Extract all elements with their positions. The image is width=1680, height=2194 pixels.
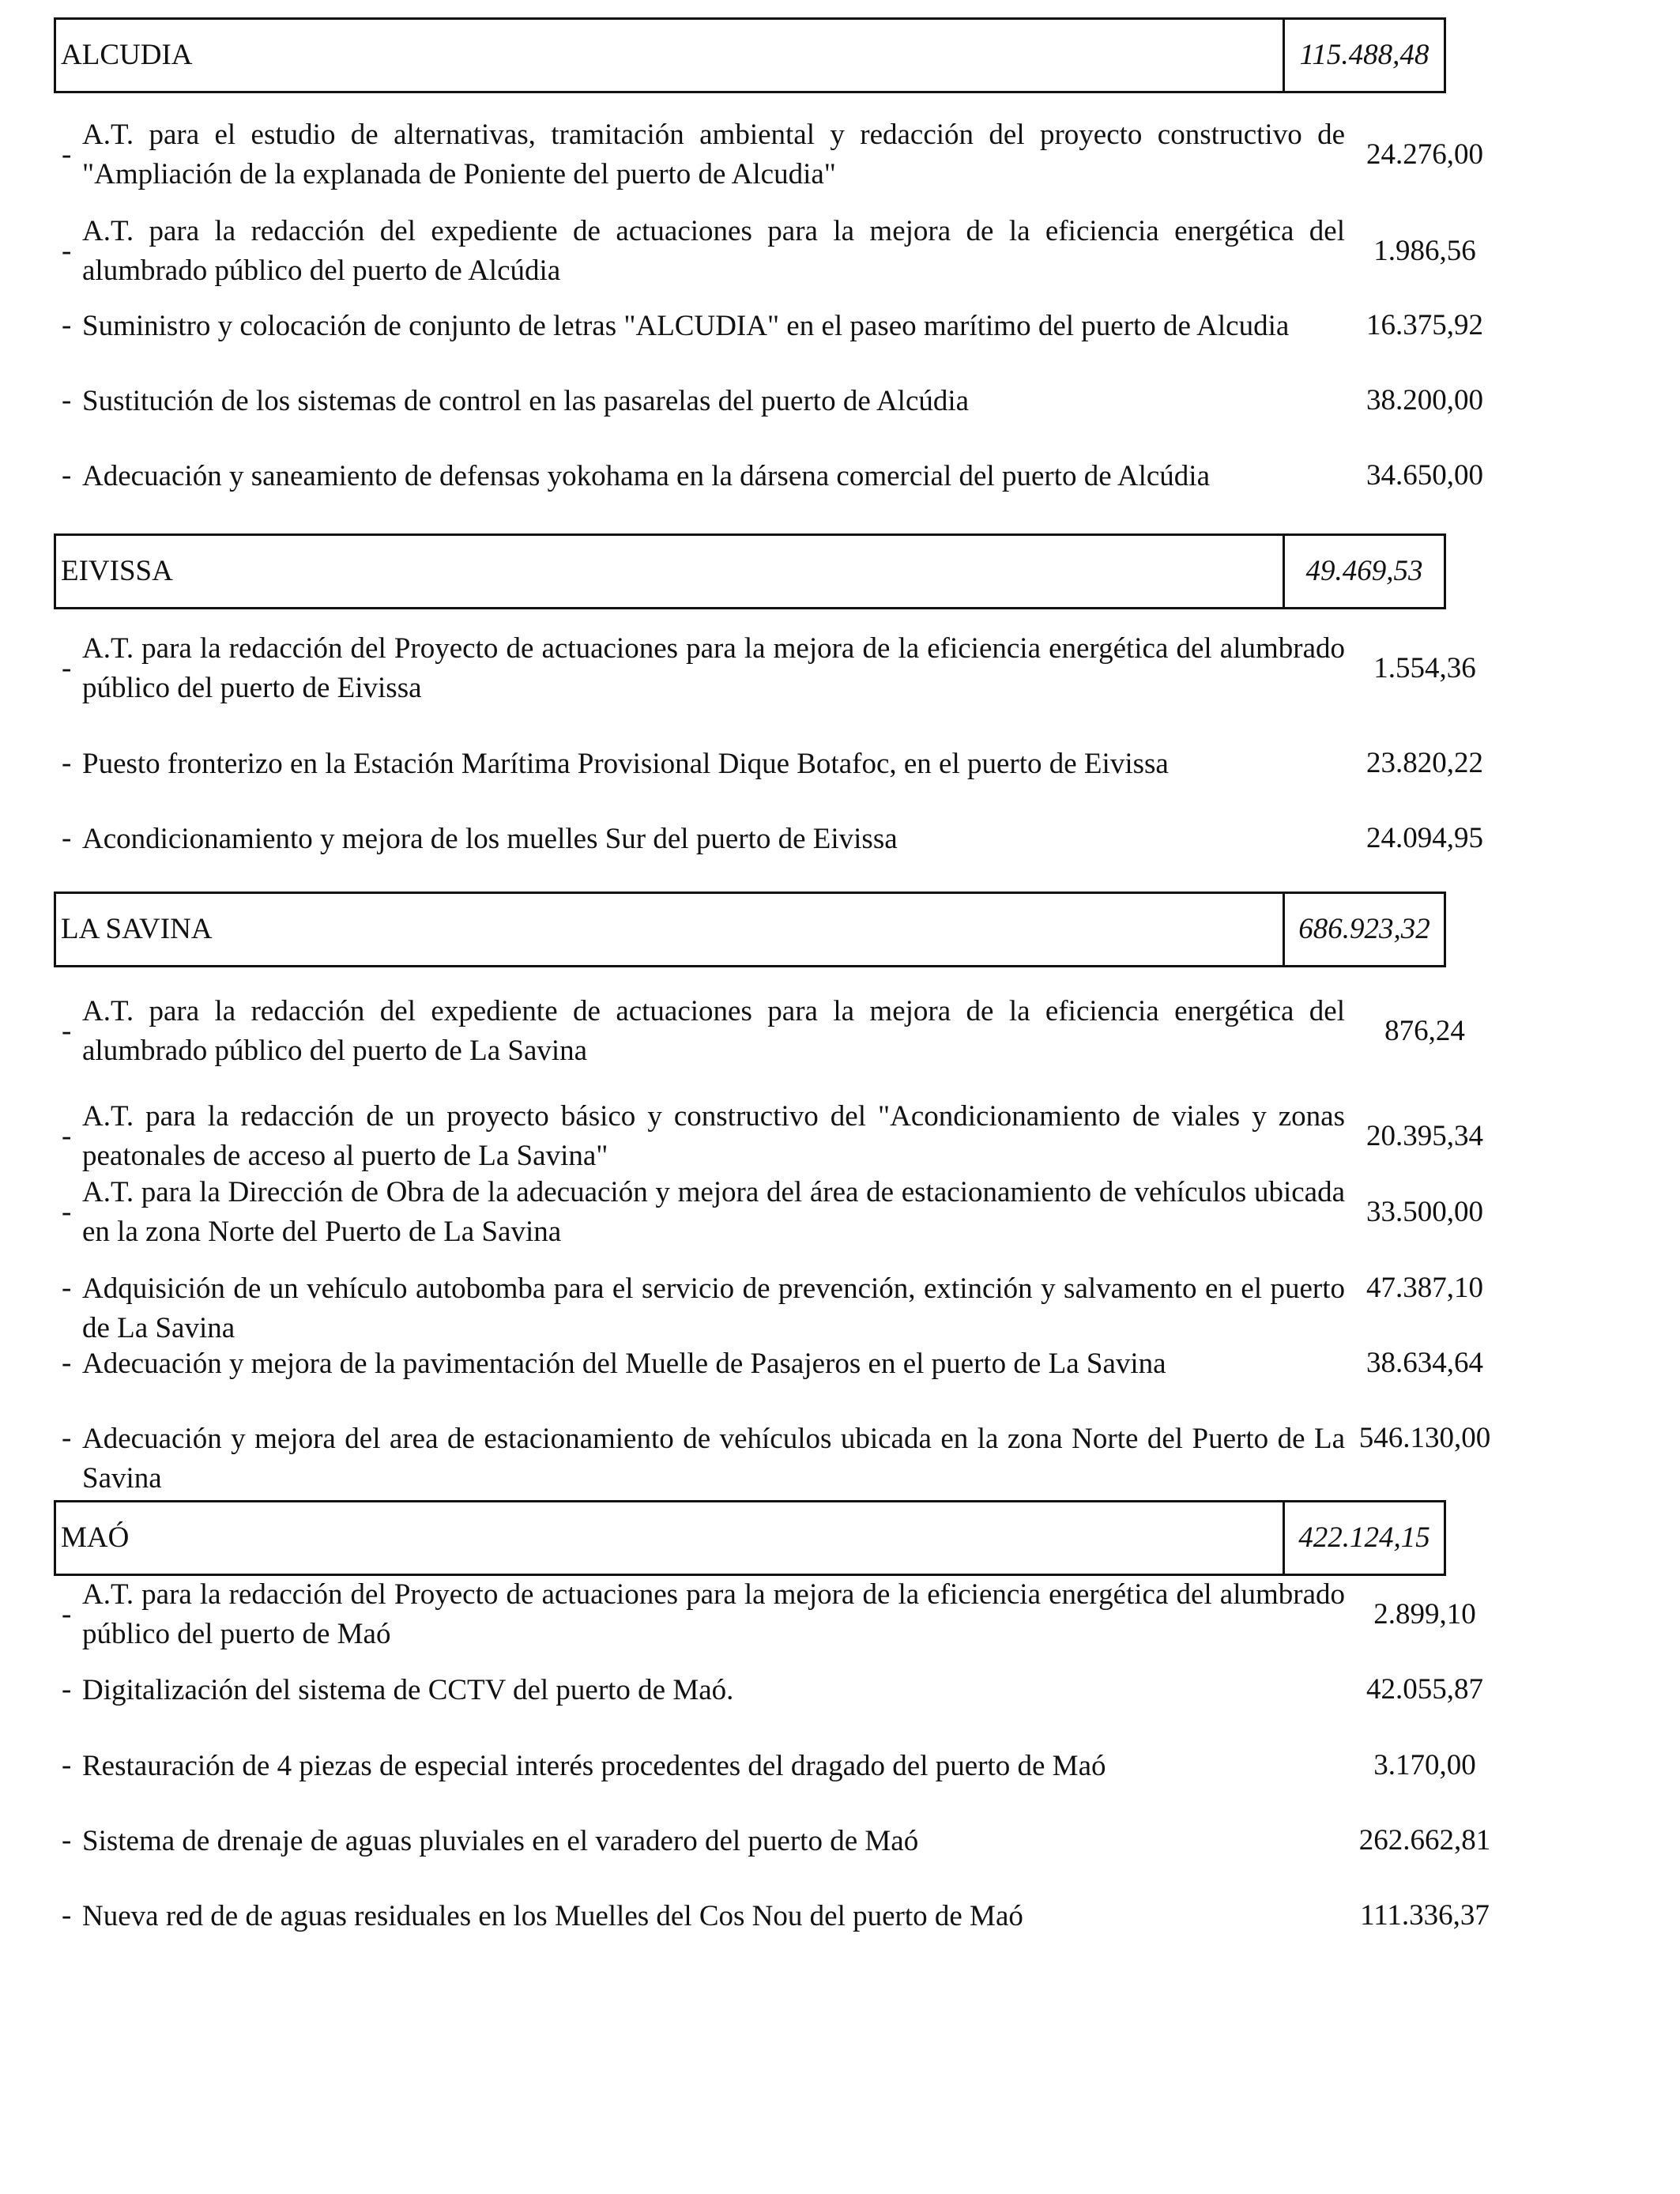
item-description: Adecuación y mejora de la pavimentación del Muelle de Pasajeros en el puerto de La Savina: [82, 1348, 1166, 1380]
bullet-dash: -: [62, 384, 72, 417]
bullet-dash: -: [62, 459, 72, 492]
bullet-dash: -: [62, 652, 72, 684]
section-header-la-savina: [54, 892, 1446, 967]
item-amount: 34.650,00: [1366, 459, 1483, 492]
item-description: A.T. para la redacción del Proyecto de actuaciones para la mejora de la eficiencia energética del alumbrado público del puerto de Eivissa: [82, 632, 1345, 704]
item-amount: 47.387,10: [1366, 1272, 1483, 1304]
item-description: Adecuación y mejora del area de estacionamiento de vehículos ubicada en la zona Norte del Puerto de La Savina: [82, 1423, 1345, 1495]
item-description: Adecuación y saneamiento de defensas yokohama en la dársena comercial del puerto de Alcúdia: [82, 460, 1210, 492]
item-description: Suministro y colocación de conjunto de letras "ALCUDIA" en el paseo marítimo del puerto de Alcudia: [82, 310, 1290, 342]
item-amount: 42.055,87: [1366, 1673, 1483, 1706]
item-amount: 2.899,10: [1373, 1598, 1476, 1630]
item-description: A.T. para la redacción del expediente de actuaciones para la mejora de la eficiencia energética del alumbrado público del puerto de Alcúdia: [82, 215, 1345, 287]
item-description: A.T. para la Dirección de Obra de la adecuación y mejora del área de estacionamiento de vehículos ubicada en la zona Norte del Puerto de La Savina: [82, 1176, 1345, 1248]
section-name: EIVISSA: [61, 555, 173, 587]
bullet-dash: -: [62, 1824, 72, 1857]
section-total: 49.469,53: [1283, 536, 1444, 607]
item-amount: 16.375,92: [1366, 309, 1483, 341]
item-amount: 38.634,64: [1366, 1347, 1483, 1379]
bullet-dash: -: [62, 822, 72, 854]
bullet-dash: -: [62, 235, 72, 267]
section-name: MAÓ: [61, 1521, 130, 1554]
item-amount: 262.662,81: [1358, 1824, 1491, 1857]
item-amount: 33.500,00: [1366, 1196, 1483, 1228]
bullet-dash: -: [62, 1015, 72, 1047]
section-header-alcudia: [54, 17, 1446, 93]
item-amount: 876,24: [1384, 1015, 1465, 1047]
item-amount: 111.336,37: [1360, 1899, 1490, 1932]
item-description: A.T. para la redacción del Proyecto de actuaciones para la mejora de la eficiencia energética del alumbrado público del puerto de Maó: [82, 1578, 1345, 1650]
item-description: A.T. para el estudio de alternativas, tramitación ambiental y redacción del proyecto constructivo de "Ampliación de la explanada de Poniente del puerto de Alcudia": [82, 119, 1345, 190]
bullet-dash: -: [62, 1749, 72, 1781]
item-amount: 38.200,00: [1366, 384, 1483, 417]
section-total: 686.923,32: [1283, 894, 1444, 965]
bullet-dash: -: [62, 1272, 72, 1304]
item-description: A.T. para la redacción de un proyecto básico y constructivo del "Acondicionamiento de viales y zonas peatonales de acceso al puerto de La Savina": [82, 1100, 1345, 1172]
item-amount: 20.395,34: [1366, 1120, 1483, 1152]
item-description: Nueva red de de aguas residuales en los Muelles del Cos Nou del puerto de Maó: [82, 1900, 1023, 1932]
bullet-dash: -: [62, 1196, 72, 1228]
bullet-dash: -: [62, 138, 72, 171]
section-total: 422.124,15: [1283, 1502, 1444, 1574]
item-amount: 3.170,00: [1373, 1749, 1476, 1781]
item-amount: 23.820,22: [1366, 747, 1483, 779]
bullet-dash: -: [62, 309, 72, 341]
item-description: Adquisición de un vehículo autobomba para el servicio de prevención, extinción y salvamento en el puerto de La Savina: [82, 1272, 1345, 1344]
item-amount: 1.554,36: [1373, 652, 1476, 684]
item-description: A.T. para la redacción del expediente de actuaciones para la mejora de la eficiencia energética del alumbrado público del puerto de La Savina: [82, 995, 1345, 1067]
item-description: Digitalización del sistema de CCTV del puerto de Maó.: [82, 1674, 734, 1706]
bullet-dash: -: [62, 1673, 72, 1706]
bullet-dash: -: [62, 747, 72, 779]
item-description: Restauración de 4 piezas de especial interés procedentes del dragado del puerto de Maó: [82, 1750, 1106, 1782]
item-description: Sistema de drenaje de aguas pluviales en el varadero del puerto de Maó: [82, 1825, 919, 1857]
bullet-dash: -: [62, 1422, 72, 1454]
section-name: ALCUDIA: [61, 39, 193, 71]
item-description: Acondicionamiento y mejora de los muelles Sur del puerto de Eivissa: [82, 823, 898, 855]
bullet-dash: -: [62, 1120, 72, 1152]
section-total: 115.488,48: [1283, 20, 1444, 91]
bullet-dash: -: [62, 1899, 72, 1932]
item-amount: 24.094,95: [1366, 822, 1483, 854]
item-amount: 546.130,00: [1358, 1422, 1491, 1454]
section-header-mao: [54, 1500, 1446, 1576]
item-amount: 1.986,56: [1373, 235, 1476, 267]
bullet-dash: -: [62, 1598, 72, 1630]
section-name: LA SAVINA: [61, 913, 213, 945]
item-amount: 24.276,00: [1366, 138, 1483, 171]
item-description: Puesto fronterizo en la Estación Marítima Provisional Dique Botafoc, en el puerto de Eivissa: [82, 748, 1169, 780]
section-header-eivissa: [54, 533, 1446, 609]
item-description: Sustitución de los sistemas de control en las pasarelas del puerto de Alcúdia: [82, 385, 970, 417]
bullet-dash: -: [62, 1347, 72, 1379]
